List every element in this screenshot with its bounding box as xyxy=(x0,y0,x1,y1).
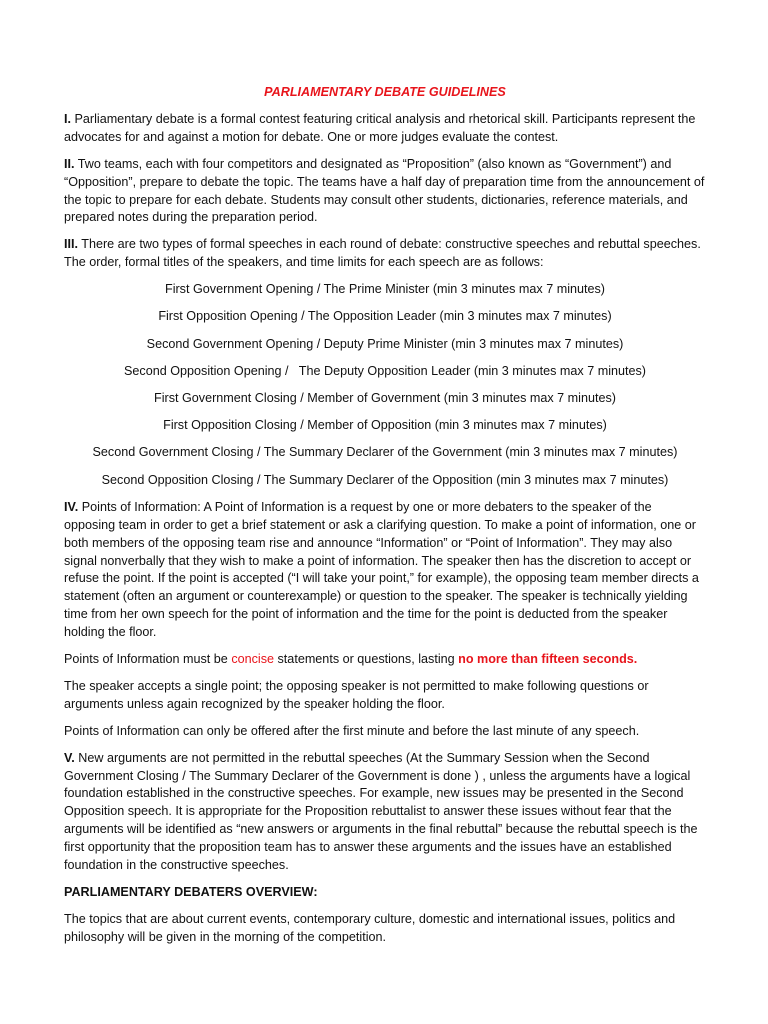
speech-item: Second Government Closing / The Summary Declarer of the Government (min 3 minutes max 7 minutes) xyxy=(92,445,678,460)
section-3 xyxy=(64,236,706,272)
section-text: Two teams, each with four competitors and designated as “Proposition” (also known as “Government”) and “Opposition”, prepare to debate the topic. The teams have a half day of preparation time from the announcement of the topic to prepare for each debate. Students may consult other students, dictionaries, reference materials, and prepared notes during the preparation period. xyxy=(64,156,705,225)
section-5 xyxy=(64,750,706,875)
poi-single-rule: The speaker accepts a single point; the opposing speaker is not permitted to make following questions or arguments unless again recognized by the speaker holding the floor. xyxy=(64,678,649,711)
section-number: IV. xyxy=(64,499,79,514)
speech-item: Second Opposition Opening / The Deputy Opposition Leader (min 3 minutes max 7 minutes) xyxy=(124,363,646,378)
section-number: I. xyxy=(64,111,71,126)
section-4 xyxy=(64,499,706,642)
section-2 xyxy=(64,156,706,228)
highlight-concise: concise xyxy=(231,652,275,667)
poi-timing-rule: Points of Information can only be offered after the first minute and before the last minute of any speech. xyxy=(64,723,640,738)
section-number: V. xyxy=(64,750,75,765)
speech-item: First Opposition Closing / Member of Opposition (min 3 minutes max 7 minutes) xyxy=(163,418,607,433)
speech-item: First Opposition Opening / The Opposition Leader (min 3 minutes max 7 minutes) xyxy=(158,309,612,324)
document-title: PARLIAMENTARY DEBATE GUIDELINES xyxy=(264,85,506,99)
poi-concise-rule xyxy=(64,651,706,669)
section-text: Parliamentary debate is a formal contest featuring critical analysis and rhetorical skill. Participants represent the advocates for and against a motion for debate. One or more judges evaluate the contest. xyxy=(64,111,696,144)
speech-item: Second Government Opening / Deputy Prime Minister (min 3 minutes max 7 minutes) xyxy=(146,336,624,351)
speech-item: First Government Opening / The Prime Minister (min 3 minutes max 7 minutes) xyxy=(165,282,605,297)
section-number: II. xyxy=(64,156,75,171)
overview-heading: PARLIAMENTARY DEBATERS OVERVIEW: xyxy=(64,885,318,899)
speech-item: Second Opposition Closing / The Summary Declarer of the Opposition (min 3 minutes max 7 minutes) xyxy=(101,472,669,487)
rule-text: statements or questions, lasting xyxy=(274,652,459,667)
overview-text: The topics that are about current events, contemporary culture, domestic and international issues, politics and philosophy will be given in the morning of the competition. xyxy=(64,911,676,944)
section-text: New arguments are not permitted in the rebuttal speeches (At the Summary Session when the Second Government Closing / The Summary Declarer of the Government is done ) , unless the arguments have a logical foundation established in the constructive speeches. For example, new issues may be presented in the Second Opposition speech. It is appropriate for the Proposition rebuttalist to answer these issues without fear that the arguments will be identified as “new answers or arguments in the final rebuttal” because the rebuttal speech is the first opportunity that the proposition team has to answer these arguments and the issues have an established foundation in the constructive speeches. xyxy=(64,750,698,873)
rule-text: Points of Information must be xyxy=(64,652,232,667)
speech-order-list xyxy=(64,281,706,489)
section-text: There are two types of formal speeches in each round of debate: constructive speeches and rebuttal speeches. The order, formal titles of the speakers, and time limits for each speech are as follows: xyxy=(64,237,701,270)
section-text: Points of Information: A Point of Information is a request by one or more debaters to the speaker of the opposing team in order to get a brief statement or ask a clarifying question. To make a point of information, one or both members of the opposing team rise and announce “Information” or “Point of Information”. They may also signal nonverbally that they wish to make a point of information. The speaker then has the discretion to accept or refuse the point. If the point is accepted (“I will take your point,” for example), the opposing team member directs a statement (often an argument or counterexample) or question to the speaker. The speaker is technically yielding time from her own speech for the point of information and the time for the point is deducted from the speaker holding the floor. xyxy=(64,499,699,640)
speech-item: First Government Closing / Member of Government (min 3 minutes max 7 minutes) xyxy=(154,390,616,405)
highlight-time-limit: no more than fifteen seconds. xyxy=(458,652,638,667)
section-1 xyxy=(64,111,706,147)
section-number: III. xyxy=(64,237,78,252)
